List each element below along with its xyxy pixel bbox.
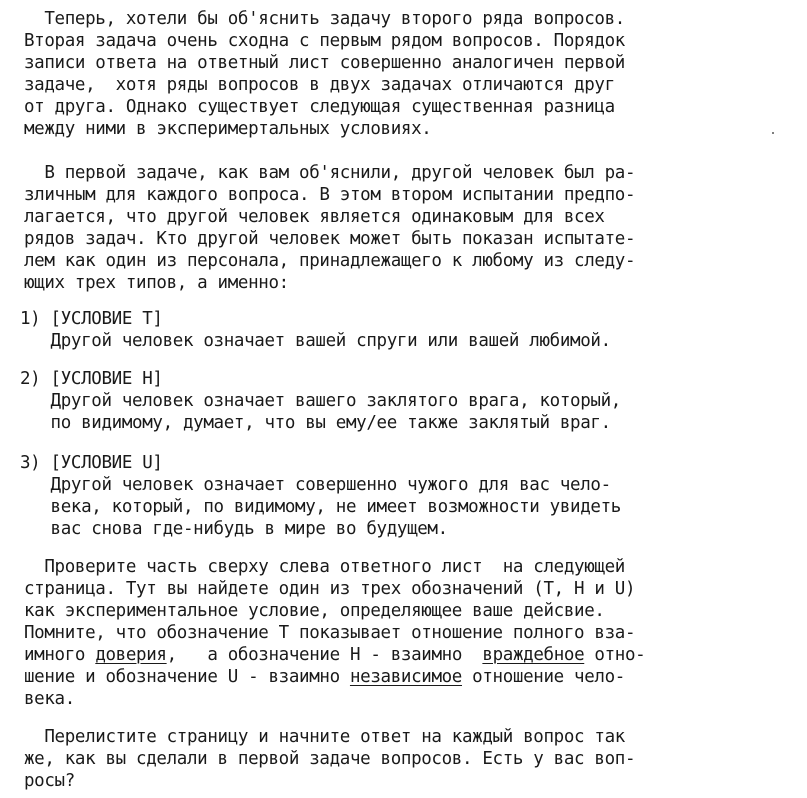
text-segment: , а обозначение H - взаимно bbox=[166, 645, 483, 665]
text-line: В первой задаче, как вам об'яснили, другой человек был ра- bbox=[24, 163, 636, 183]
text-line bbox=[24, 644, 645, 666]
text-line: росы? bbox=[24, 771, 75, 791]
text-line: века. bbox=[24, 689, 75, 709]
text-line: от друга. Однако существует следующая существенная разница bbox=[24, 97, 615, 117]
underlined-word-trust: доверия bbox=[95, 645, 167, 665]
condition-heading: 2) [УСЛОВИЕ H] bbox=[20, 369, 163, 389]
text-segment: отно- bbox=[584, 645, 646, 665]
text-segment: имного bbox=[24, 645, 96, 665]
condition-text: Другой человек означает вашей спруги или вашей любимой. bbox=[20, 331, 611, 351]
condition-text: Другой человек означает совершенно чужого для вас чело- bbox=[20, 475, 611, 495]
underlined-word-independent: независимое bbox=[349, 667, 462, 687]
condition-text: по видимому, думает, что вы ему/ее также заклятый враг. bbox=[20, 413, 611, 433]
text-line: зличным для каждого вопроса. В этом втором испытании предпо- bbox=[24, 185, 636, 205]
scan-speck bbox=[772, 132, 774, 134]
text-line: лем как один из персонала, принадлежащего к любому из следу- bbox=[24, 251, 636, 271]
underlined-word-hostile: враждебное bbox=[482, 645, 585, 665]
condition-text: вас снова где-нибудь в мире во будущем. bbox=[20, 519, 448, 539]
condition-heading: 3) [УСЛОВИЕ U] bbox=[20, 453, 163, 473]
text-line: же, как вы сделали в первой задаче вопросов. Есть у вас воп- bbox=[24, 749, 636, 769]
text-line: задаче, хотя ряды вопросов в двух задачах отличаются друг bbox=[24, 75, 615, 95]
text-segment: шение и обозначение U - взаимно bbox=[24, 667, 350, 687]
text-line: ющих трех типов, а именно: bbox=[24, 273, 289, 293]
text-line: Вторая задача очень сходна с первым рядом вопросов. Порядок bbox=[24, 31, 625, 51]
condition-text: века, который, по видимому, не имеет возможности увидеть bbox=[20, 497, 621, 517]
text-line: лагается, что другой человек является одинаковым для всех bbox=[24, 207, 605, 227]
text-line: рядов задач. Кто другой человек может быть показан испытате- bbox=[24, 229, 636, 249]
text-line: между ними в эксперимертальных условиях. bbox=[24, 119, 432, 139]
text-line: как экспериментальное условие, определяющее ваше дейсвие. bbox=[24, 601, 605, 621]
condition-heading: 1) [УСЛОВИЕ T] bbox=[20, 309, 163, 329]
text-line: Помните, что обозначение T показывает отношение полного вза- bbox=[24, 623, 636, 643]
text-segment: отношение чело- bbox=[462, 667, 625, 687]
text-line: Теперь, хотели бы об'яснить задачу второго ряда вопросов. bbox=[24, 9, 625, 29]
text-line: страница. Тут вы найдете один из трех обозначений (T, H и U) bbox=[24, 579, 636, 599]
text-line: Перелистите страницу и начните ответ на каждый вопрос так bbox=[24, 727, 625, 747]
condition-text: Другой человек означает вашего заклятого врага, который, bbox=[20, 391, 621, 411]
text-line: записи ответа на ответный лист совершенно аналогичен первой bbox=[24, 53, 625, 73]
text-line: Проверите часть сверху слева ответного лист на следующей bbox=[24, 557, 625, 577]
text-line bbox=[24, 666, 625, 688]
